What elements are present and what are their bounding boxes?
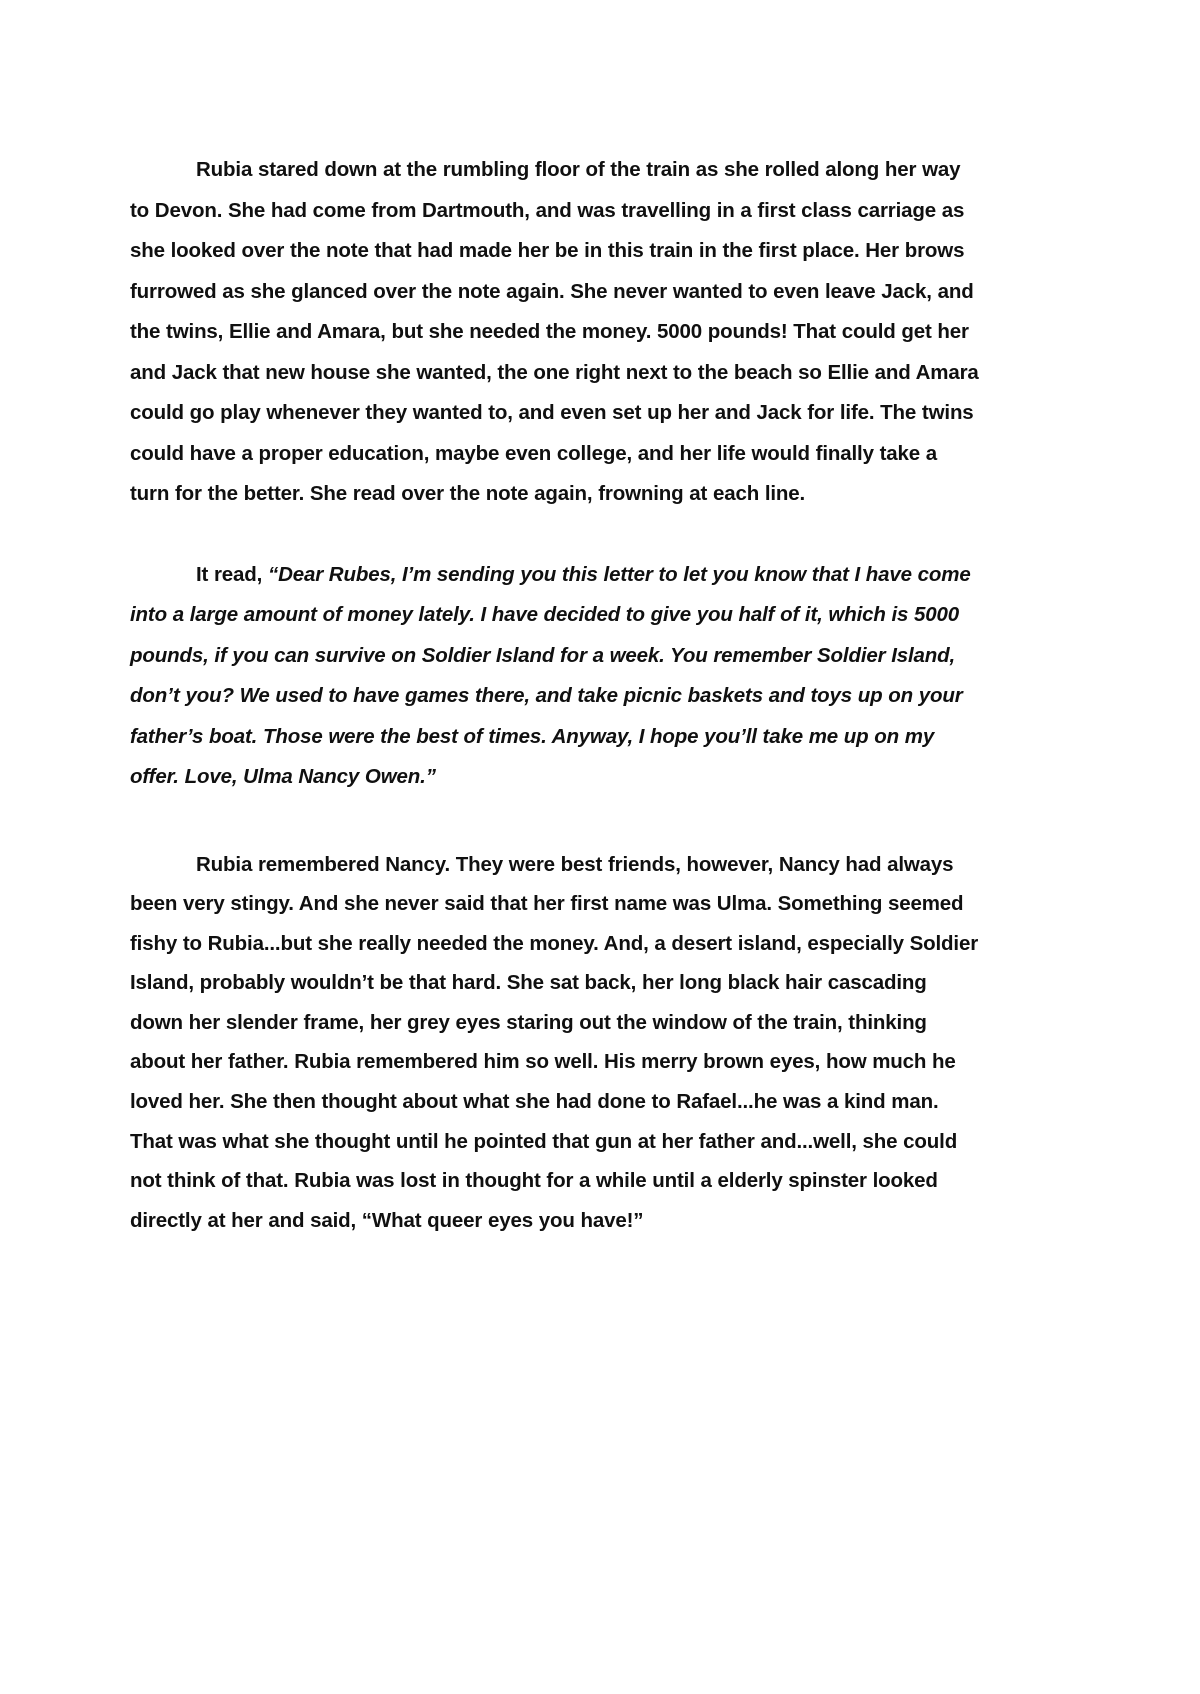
paragraph-spacer-2 xyxy=(130,798,980,845)
paragraph-1 xyxy=(130,150,980,515)
paragraph-spacer-1 xyxy=(130,515,980,555)
document-text-column xyxy=(130,150,980,1240)
letter-quote-text: “Dear Rubes, I’m sending you this letter to let you know that I have come into a large amount of money lately. I have decided to give you half of it, which is 5000 pounds, if you can survive on Soldier Island for a week. You remember Soldier Island, don’t you? We used to have games there, and take picnic baskets and toys up on your father’s boat. Those were the best of times. Anyway, I hope you’ll take me up on my offer. Love, Ulma Nancy Owen.” xyxy=(130,562,971,788)
letter-lead-in: It read, xyxy=(196,562,268,586)
paragraph-3-text: Rubia remembered Nancy. They were best friends, however, Nancy had always been very stingy. And she never said that her first name was Ulma. Something seemed fishy to Rubia...but she really needed the money. And, a desert island, especially Soldier Island, probably wouldn’t be that hard. She sat back, her long black hair cascading down her slender frame, her grey eyes staring out the window of the train, thinking about her father. Rubia remembered him so well. His merry brown eyes, how much he loved her. She then thought about what she had done to Rafael...he was a kind man. That was what she thought until he pointed that gun at her father and...well, she could not think of that. Rubia was lost in thought for a while until a elderly spinster looked directly at her and said, “What queer eyes you have!” xyxy=(130,852,979,1232)
paragraph-2-letter xyxy=(130,555,980,798)
paragraph-1-text: Rubia stared down at the rumbling floor of the train as she rolled along her way to Devon. She had come from Dartmouth, and was travelling in a first class carriage as she looked over the note that had made her be in this train in the first place. Her brows furrowed as she glanced over the note again. She never wanted to even leave Jack, and the twins, Ellie and Amara, but she needed the money. 5000 pounds! That could get her and Jack that new house she wanted, the one right next to the beach so Ellie and Amara could go play whenever they wanted to, and even set up her and Jack for life. The twins could have a proper education, maybe even college, and her life would finally take a turn for the better. She read over the note again, frowning at each line. xyxy=(130,158,979,505)
paragraph-3 xyxy=(130,845,980,1241)
